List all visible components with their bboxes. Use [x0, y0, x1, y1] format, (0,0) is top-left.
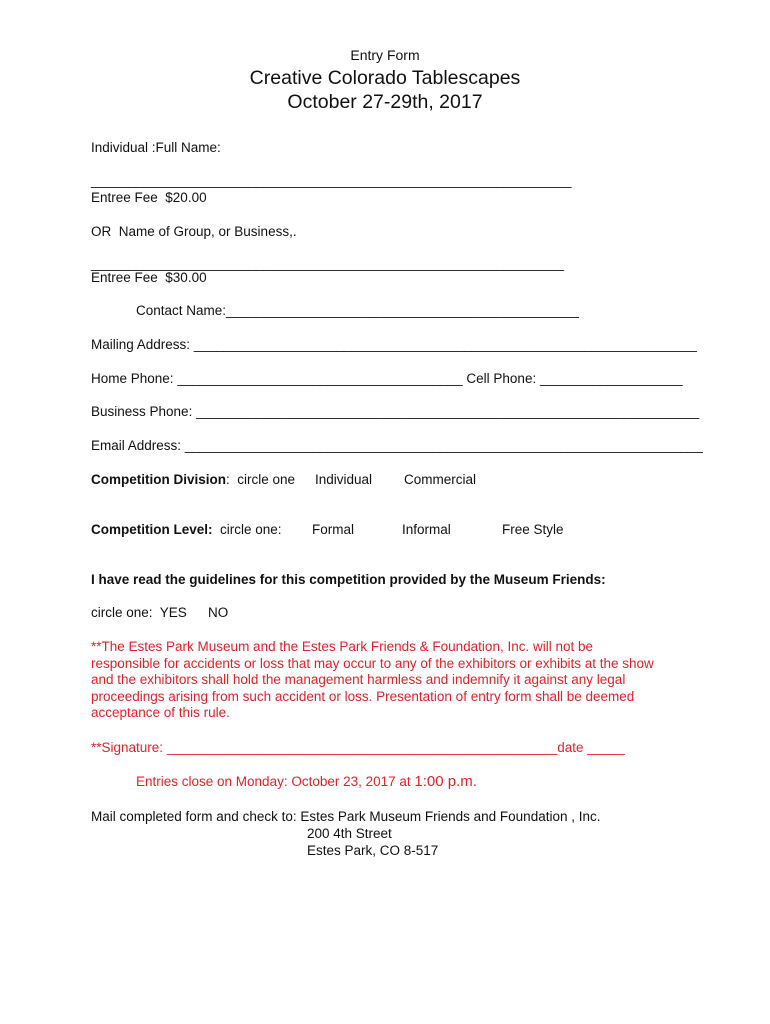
level-label: Competition Level: — [91, 522, 213, 537]
signature-row — [91, 740, 625, 756]
mail-recipient: Estes Park Museum Friends and Foundation , Inc. — [300, 809, 601, 824]
event-dates: October 27-29th, 2017 — [287, 91, 483, 113]
cell-phone-label: Cell Phone: — [466, 371, 537, 386]
division-label: Competition Division — [91, 472, 226, 487]
division-option-commercial[interactable]: Commercial — [404, 472, 477, 487]
email-label: Email Address: — [91, 438, 182, 453]
level-row — [91, 522, 282, 538]
contact-name-line[interactable]: _______________________________________________ — [226, 303, 579, 318]
mail-city: Estes Park, CO 8-517 — [307, 843, 439, 858]
individual-fee: Entree Fee $20.00 — [91, 190, 207, 205]
group-name-label: OR Name of Group, or Business,. — [91, 224, 297, 239]
disclaimer-line: acceptance of this rule. — [91, 705, 230, 721]
form-label: Entry Form — [350, 47, 420, 63]
division-instruction: : circle one — [226, 472, 296, 487]
guidelines-yes[interactable]: circle one: YES — [91, 605, 187, 620]
disclaimer-line: **The Estes Park Museum and the Estes Park Friends & Foundation, Inc. will not be — [91, 639, 593, 654]
mailing-address-line[interactable]: ___________________________________________________________________ — [193, 337, 697, 352]
level-option-free-style[interactable]: Free Style — [502, 522, 564, 537]
disclaimer-line: proceedings arising from such accident or loss. Presentation of entry form shall be deemed — [91, 688, 635, 704]
email-field — [91, 438, 703, 454]
mailing-address-field — [91, 337, 697, 353]
guidelines-statement: I have read the guidelines for this competition provided by the Museum Friends: — [91, 572, 606, 587]
mailing-address-label: Mailing Address: — [91, 337, 191, 352]
cell-phone-line[interactable]: ___________________ — [539, 371, 683, 386]
phone-fields — [91, 371, 683, 387]
disclaimer-line: responsible for accidents or loss that may occur to any of the exhibitors or exhibits at the show — [91, 655, 654, 671]
signature-label: **Signature: — [91, 740, 167, 755]
deadline-text: Entries close on Monday: October 23, 2017 at — [136, 774, 415, 789]
mail-to-label: Mail completed form and check to: — [91, 809, 301, 824]
division-row — [91, 472, 295, 488]
level-instruction: circle one: — [212, 522, 282, 537]
level-option-formal[interactable]: Formal — [312, 522, 355, 537]
home-phone-label: Home Phone: — [91, 371, 174, 386]
division-option-individual[interactable]: Individual — [315, 472, 373, 487]
date-line[interactable]: _____ — [583, 740, 625, 755]
business-phone-field — [91, 404, 699, 420]
contact-name-label: Contact Name: — [136, 303, 227, 318]
contact-name-field — [136, 303, 579, 319]
guidelines-no[interactable]: NO — [208, 605, 229, 620]
business-phone-line[interactable]: ___________________________________________________________________ — [196, 404, 700, 419]
liability-disclaimer — [91, 639, 681, 722]
mail-to-row — [91, 809, 601, 825]
email-line[interactable]: _____________________________________________________________________ — [184, 438, 703, 453]
individual-name-label: Individual :Full Name: — [91, 140, 221, 155]
individual-name-line[interactable]: ________________________________________________________________ — [91, 173, 572, 188]
level-option-informal[interactable]: Informal — [402, 522, 451, 537]
signature-line[interactable]: ____________________________________________________ — [166, 740, 558, 755]
mail-street: 200 4th Street — [307, 826, 392, 841]
entry-deadline — [136, 774, 477, 790]
business-phone-label: Business Phone: — [91, 404, 193, 419]
date-label: date — [557, 740, 584, 755]
form-title: Creative Colorado Tablescapes — [249, 67, 521, 89]
home-phone-line[interactable]: ______________________________________ — [177, 371, 463, 386]
group-fee: Entree Fee $30.00 — [91, 270, 207, 285]
disclaimer-line: and the exhibitors shall hold the management harmless and indemnify it against any legal — [91, 672, 626, 688]
deadline-time: 1:00 p.m. — [414, 773, 477, 790]
group-name-line[interactable]: _______________________________________________________________ — [91, 256, 565, 271]
